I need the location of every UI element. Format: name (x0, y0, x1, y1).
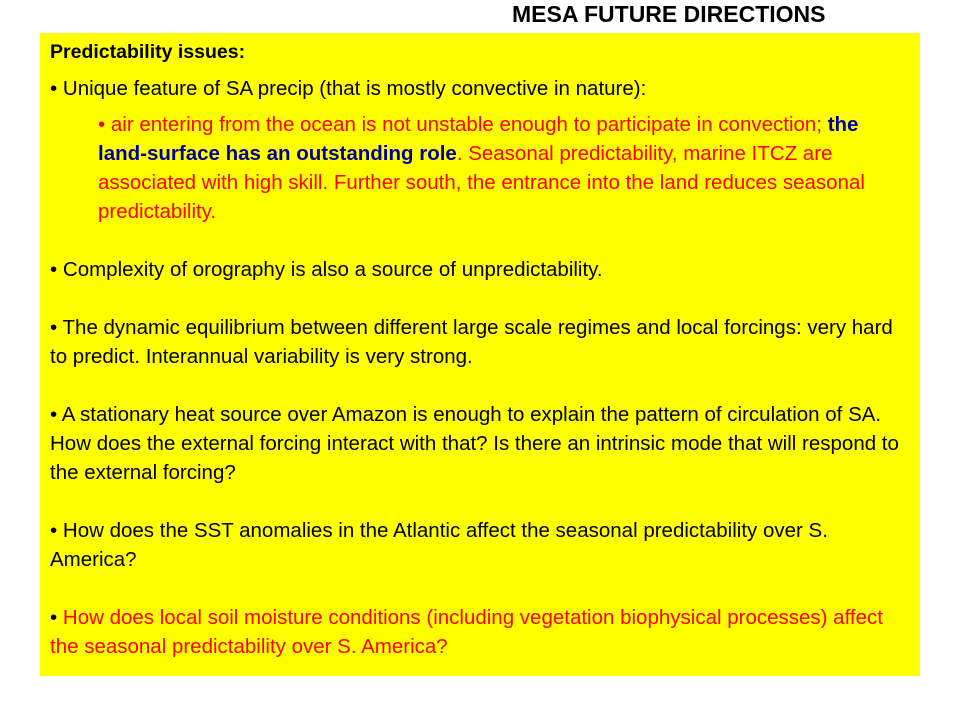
bullet-marker: • (50, 77, 58, 100)
bullet-text: The dynamic equilibrium between different large scale regimes and local forcings: very hard to predict. Interannual variability is very strong. (50, 316, 893, 368)
bullet-sst-anomalies (50, 516, 910, 574)
bullet-text-red: How does local soil moisture conditions (including vegetation biophysical processes) affect the seasonal predictability over S. America? (50, 606, 883, 658)
slide-title: MESA FUTURE DIRECTIONS (512, 1, 826, 27)
bullet-heat-source (50, 400, 910, 487)
bullet-soil-moisture (50, 603, 910, 661)
sub-bullet-text-part1: air entering from the ocean is not unstable enough to participate in convection; (110, 113, 828, 136)
bullet-orography (50, 255, 910, 284)
sub-bullet-text-part2: . Seasonal predictability, marine ITCZ are associated with high skill. Further south, the entrance into the land reduces seasonal predictability. (98, 142, 865, 223)
content-box (40, 33, 920, 676)
bullet-marker: • (50, 606, 58, 629)
bullet-dynamic-equilibrium (50, 313, 910, 371)
bullet-text: Complexity of orography is also a source of unpredictability. (62, 258, 603, 281)
bullet-marker: • (50, 258, 58, 281)
bullet-unique-feature (50, 74, 910, 103)
sub-bullet-ocean-air (50, 110, 910, 226)
bullet-text: A stationary heat source over Amazon is enough to explain the pattern of circulation of SA. How does the external forcing interact with that? Is there an intrinsic mode that will respond to the external forcing? (50, 403, 899, 484)
sub-bullet-emphasis: the land-surface has an outstanding role (98, 113, 859, 165)
bullet-marker: • (98, 113, 106, 136)
bullet-text: How does the SST anomalies in the Atlantic affect the seasonal predictability over S. America? (50, 519, 828, 571)
bullet-marker: • (50, 519, 58, 542)
bullet-marker: • (50, 316, 58, 339)
bullet-marker: • (50, 403, 58, 426)
section-heading: Predictability issues: (50, 41, 246, 63)
bullet-text: Unique feature of SA precip (that is mostly convective in nature): (62, 77, 647, 100)
